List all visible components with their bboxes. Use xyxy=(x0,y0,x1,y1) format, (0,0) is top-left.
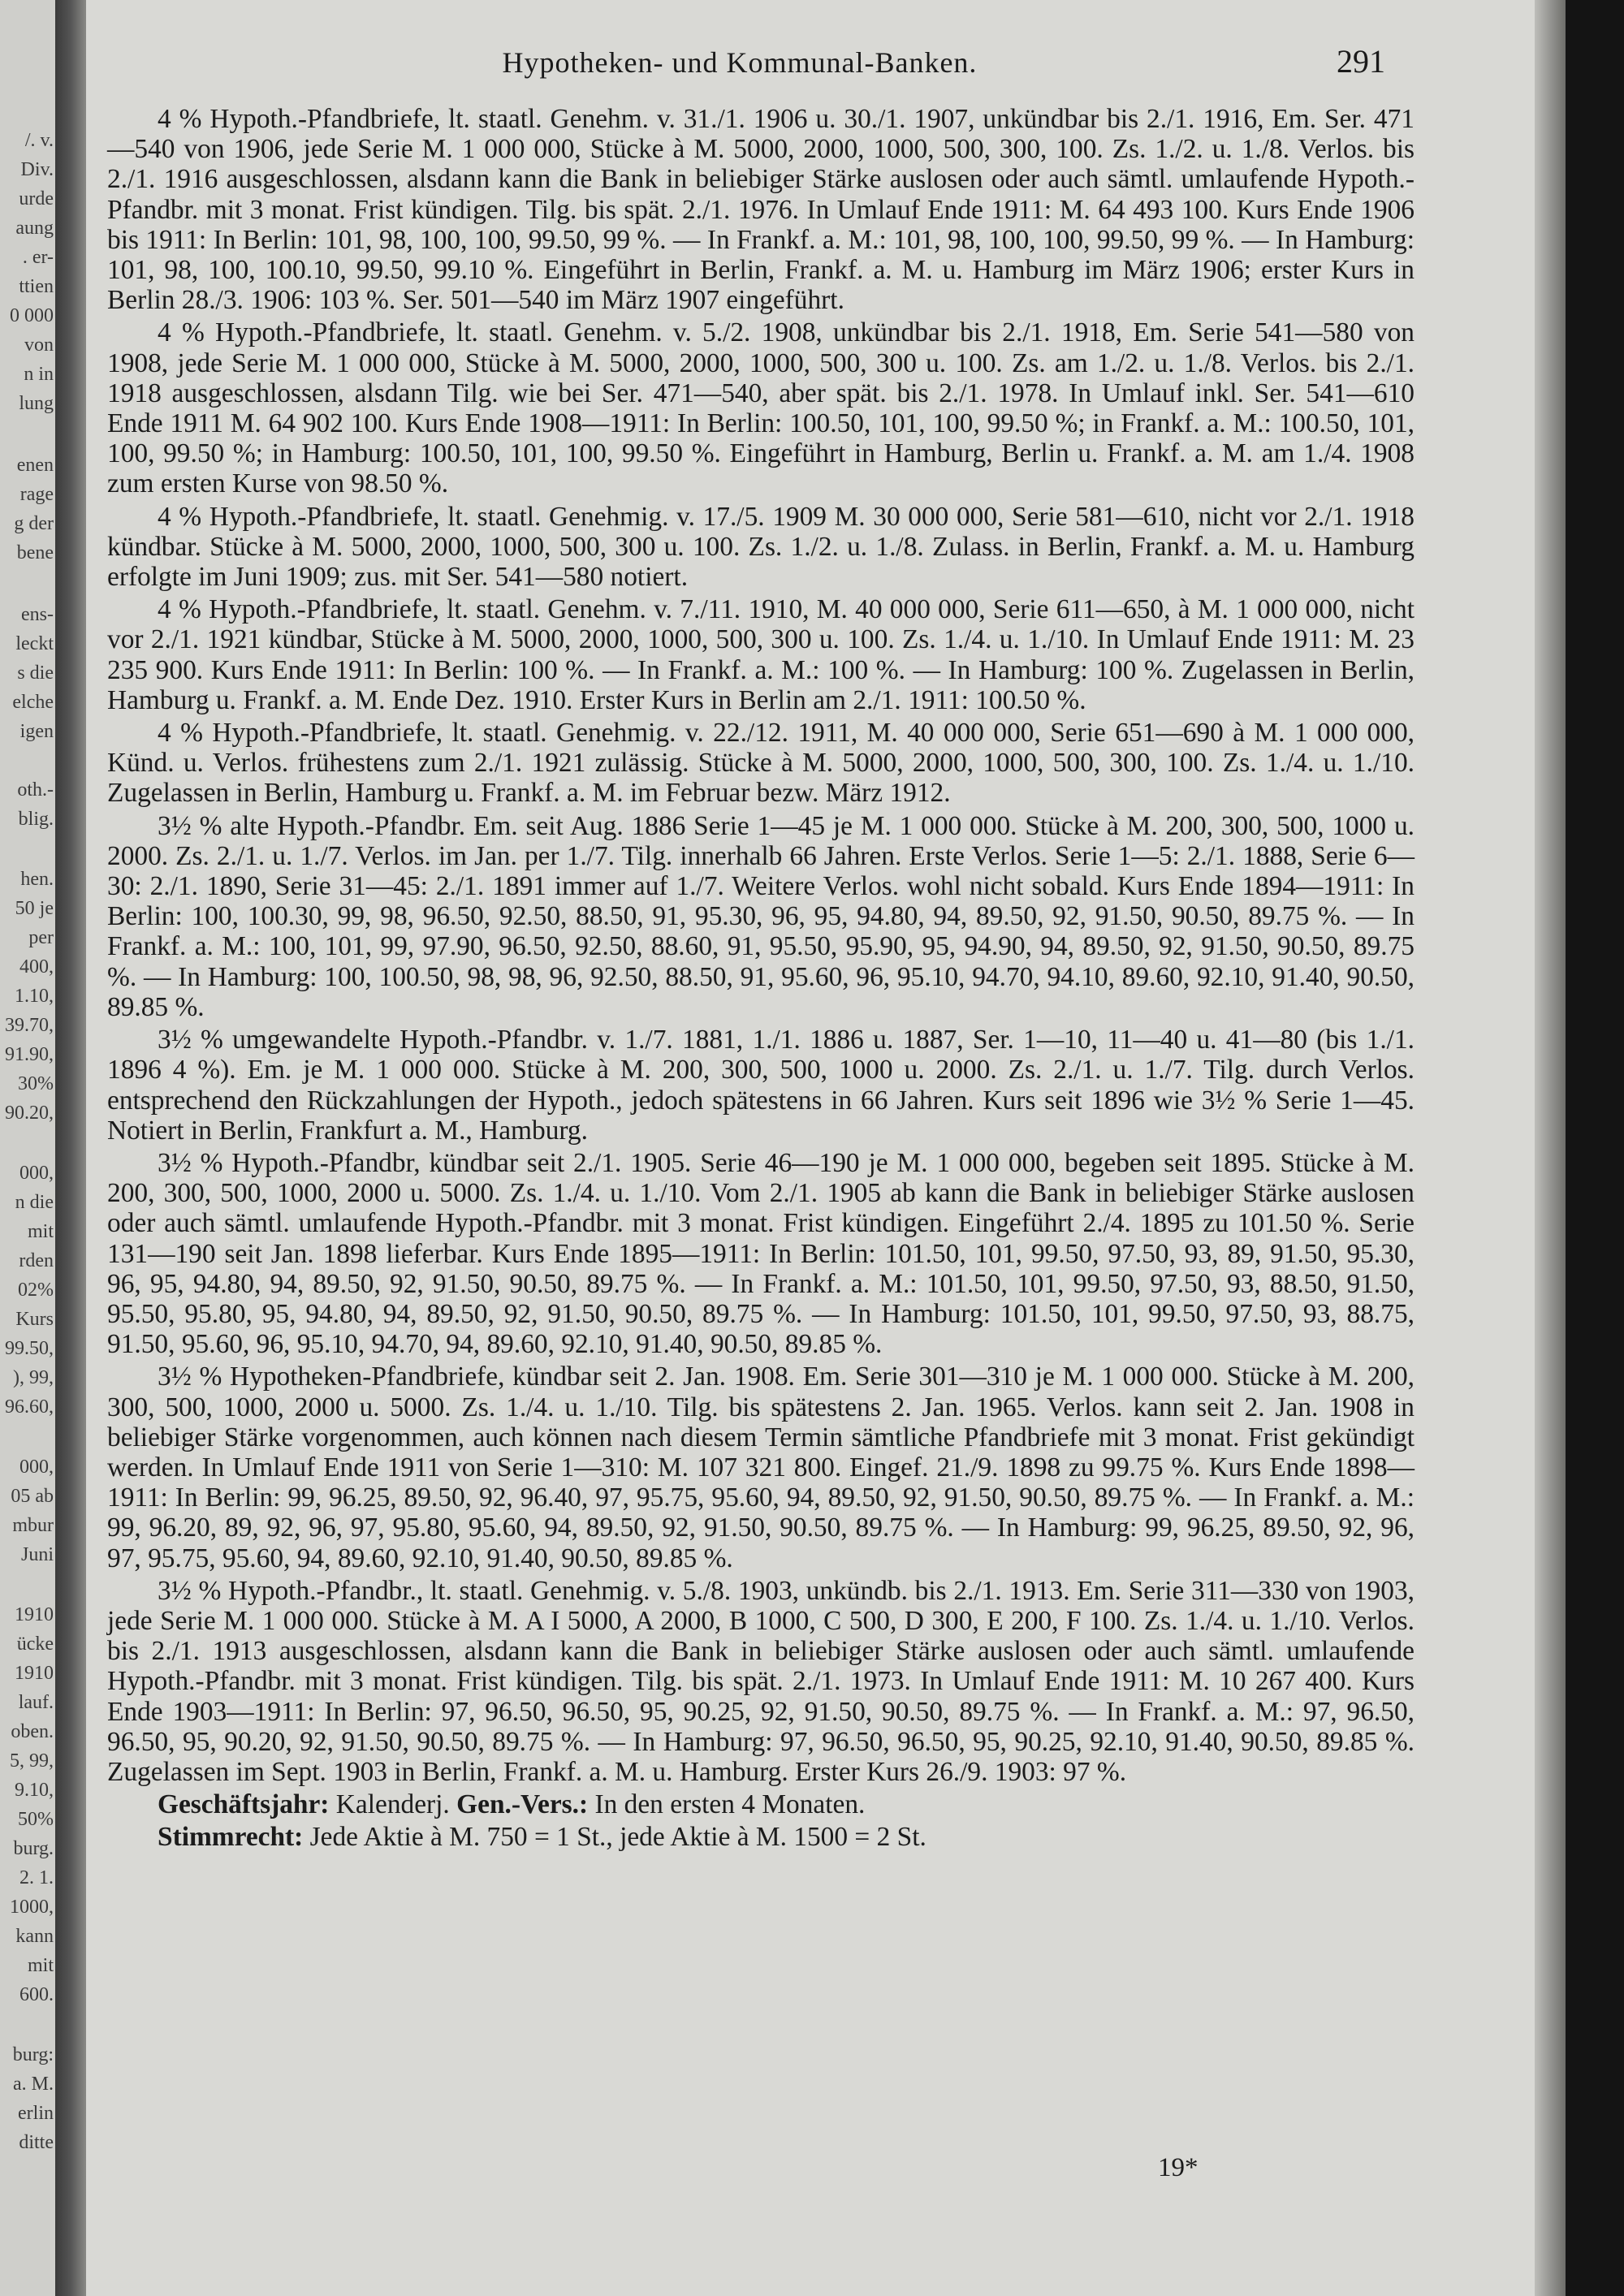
left-page-text-fragment: 000, xyxy=(19,1163,54,1184)
left-page-text-fragment: urde xyxy=(19,188,54,209)
left-page-text-fragment: n in xyxy=(24,364,54,385)
paragraph: 3½ % Hypotheken-Pfandbriefe, kündbar seit 2. Jan. 1908. Em. Serie 301—310 je M. 1 000 000. Stücke à M. 200, 300, 500, 1000, 2000 u. 5000. Zs. 1./4. u. 1./10. Tilg. bis spätestens 2. Jan. 1965. Verlos. kann seit 2. Jan. 1908 in beliebiger Stärke vorgenommen, auch können nach diesem Termin sämtliche Pfandbriefe mit 3 monat. Frist gekündigt werden. In Umlauf Ende 1911 von Serie 1—310: M. 107 321 800. Eingef. 21./9. 1898 zu 99.75 %. Kurs Ende 1898—1911: In Berlin: 99, 96.25, 89.50, 92, 96.40, 97, 95.75, 95.60, 94, 89.50, 92, 91.50, 90.50, 89.75 %. — In Frankf. a. M.: 99, 96.20, 89, 92, 96, 97, 95.80, 95.60, 94, 89.50, 92, 91.50, 90.50, 89.75 %. — In Hamburg: 99, 96.25, 89.50, 92, 96, 97, 95.75, 95.60, 94, 89.60, 92.10, 91.40, 90.50, 89.85 %. xyxy=(107,1362,1415,1573)
left-page-text-fragment: kann xyxy=(15,1926,54,1947)
left-page-text-fragment: leckt xyxy=(15,633,54,654)
left-page-text-fragment: von xyxy=(24,334,54,356)
left-page-text-fragment: burg: xyxy=(12,2044,54,2065)
left-page-text-fragment: ditte xyxy=(19,2132,54,2153)
paragraph: 3½ % Hypoth.-Pfandbr, kündbar seit 2./1. 1905. Serie 46—190 je M. 1 000 000, begeben seit 1895. Stücke à M. 200, 300, 500, 1000, 2000 u. 5000. Zs. 1./4. u. 1./10. Vom 2./1. 1905 ab kann die Bank in beliebiger Stärke auslosen oder auch sämtl. umlaufende Hypoth.-Pfandbr. mit 3 monat. Frist kündigen. Eingeführt 2./4. 1895 zu 101.50 %. Serie 131—190 seit Jan. 1898 lieferbar. Kurs Ende 1895—1911: In Berlin: 101.50, 101, 99.50, 97.50, 93, 89, 91.50, 95.30, 96, 95, 94.80, 94, 89.50, 92, 91.50, 90.50, 89.75 %. — In Frankf. a. M.: 101.50, 101, 99.50, 97.50, 93, 88.50, 91.50, 95.50, 95.80, 95, 94.80, 94, 89.50, 92, 91.50, 90.50, 89.75 %. — In Hamburg: 101.50, 101, 99.50, 97.50, 93, 88.75, 91.50, 95.60, 96, 95.10, 94.70, 94, 89.60, 92.10, 91.40, 90.50, 89.85 %. xyxy=(107,1147,1415,1360)
left-page-text-fragment: Juni xyxy=(20,1544,54,1565)
left-page-text-fragment: 91.90, xyxy=(5,1044,54,1065)
left-page-text-fragment: 2. 1. xyxy=(19,1867,54,1888)
left-page-text-fragment: aung xyxy=(15,218,54,239)
left-page-text-fragment: 02% xyxy=(18,1280,54,1301)
left-page-text-fragment: 000, xyxy=(19,1457,54,1478)
left-page-text-fragment: ücke xyxy=(16,1634,54,1655)
running-header: Hypotheken- und Kommunal-Banken. xyxy=(502,46,978,79)
left-page-text-fragment: lauf. xyxy=(18,1692,54,1713)
left-page-text-fragment: a. M. xyxy=(13,2074,54,2095)
left-page-text-fragment: 600. xyxy=(19,1984,54,2005)
left-page-text-fragment: 5, 99, xyxy=(10,1750,54,1772)
footer-line-fiscal-year xyxy=(107,1789,1415,1819)
left-page-text-fragment: enen xyxy=(16,455,54,476)
left-page-text-fragment: 30% xyxy=(18,1073,54,1094)
general-meeting-value: In den ersten 4 Monaten. xyxy=(594,1789,866,1820)
paragraph: 4 % Hypoth.-Pfandbriefe, lt. staatl. Genehm. v. 31./1. 1906 u. 30./1. 1907, unkündbar bis 2./1. 1916, Em. Ser. 471—540 von 1906, jede Serie M. 1 000 000, Stücke à M. 5000, 2000, 1000, 500, 300, 100. Zs. 1./2. u. 1./8. Verlos. bis 2./1. 1916 ausgeschlossen, alsdann kann die Bank in beliebiger Stärke auslosen oder auch sämtl. umlaufende Hypoth.-Pfandbr. mit 3 monat. Frist kündigen. Tilg. bis spät. 2./1. 1976. In Umlauf Ende 1911: M. 64 493 100. Kurs Ende 1906 bis 1911: In Berlin: 101, 98, 100, 100, 99.50, 99 %. — In Frankf. a. M.: 101, 98, 100, 100, 99.50, 99 %. — In Hamburg: 101, 98, 100, 100.10, 99.50, 99.10 %. Eingeführt in Berlin, Frankf. a. M. u. Hamburg im März 1906; erster Kurs in Berlin 28./3. 1906: 103 %. Ser. 501—540 im März 1907 eingeführt. xyxy=(107,104,1415,316)
document-page xyxy=(86,0,1566,2296)
left-page-text-fragment: rage xyxy=(19,484,54,505)
left-page-text-fragment: mbur xyxy=(12,1515,54,1536)
left-page-text-fragment: s die xyxy=(17,662,54,684)
scan-background xyxy=(1566,0,1624,2296)
left-page-text-fragment: 1.10, xyxy=(15,986,54,1007)
left-page-text-fragment: . er- xyxy=(22,247,54,268)
left-page-text-fragment: blig. xyxy=(18,809,54,830)
paragraph: 4 % Hypoth.-Pfandbriefe, lt. staatl. Genehm. v. 5./2. 1908, unkündbar bis 2./1. 1918, Em. Serie 541—580 von 1908, jede Serie M. 1 000 000, Stücke à M. 5000, 2000, 1000, 500, 300 u. 100. Zs. am 1./2. u. 1./8. Verlos. bis 2./1. 1918 ausgeschlossen, alsdann Tilg. wie bei Ser. 471—540, aber spät. bis 2./1. 1978. In Umlauf inkl. Ser. 541—610 Ende 1911 M. 64 902 100. Kurs Ende 1908—1911: In Berlin: 100.50, 101, 100, 99.50 %; in Frankf. a. M.: 100.50, 101, 100, 99.50 %; in Hamburg: 100.50, 101, 100, 99.50 %. Eingeführt in Hamburg, Berlin u. Frankf. a. M. am 1./4. 1908 zum ersten Kurse von 98.50 %. xyxy=(107,317,1415,499)
page-binding-shadow xyxy=(1535,0,1566,2296)
left-page-text-fragment: 0 000 xyxy=(10,305,54,326)
left-page-text-fragment: mit xyxy=(27,1955,54,1976)
left-page-text-fragment: 39.70, xyxy=(5,1015,54,1036)
left-page-text-fragment: 50% xyxy=(18,1809,54,1830)
left-page-text-fragment: 99.50, xyxy=(5,1338,54,1359)
left-page-text-fragment: lung xyxy=(19,393,54,414)
left-page-text-fragment: 05 ab xyxy=(11,1486,54,1507)
left-page-text-fragment: burg. xyxy=(13,1838,54,1859)
left-page-text-fragment: ), 99, xyxy=(13,1367,54,1388)
left-page-text-fragment: rden xyxy=(19,1250,54,1271)
left-page-text-fragment: /. v. xyxy=(24,130,54,151)
voting-rights-value: Jede Aktie à M. 750 = 1 St., jede Aktie à M. 1500 = 2 St. xyxy=(309,1822,926,1853)
signature-mark: 19* xyxy=(1158,2153,1199,2182)
page-number: 291 xyxy=(1337,43,1385,80)
paragraph: 4 % Hypoth.-Pfandbriefe, lt. staatl. Genehm. v. 7./11. 1910, M. 40 000 000, Serie 611—650, à M. 1 000 000, nicht vor 2./1. 1921 kündbar, Stücke à M. 5000, 2000, 1000, 500, 300 u. 100. Zs. 1./4. u. 1./10. In Umlauf Ende 1911: M. 23 235 900. Kurs Ende 1911: In Berlin: 100 %. — In Frankf. a. M.: 100 %. — In Hamburg: 100 %. Zugelassen in Berlin, Hamburg u. Frankf. a. M. Ende Dez. 1910. Erster Kurs in Berlin am 2./1. 1911: 100.50 %. xyxy=(107,594,1415,715)
voting-rights-label: Stimmrecht: xyxy=(158,1822,304,1853)
fiscal-year-label: Geschäftsjahr: xyxy=(158,1789,330,1820)
left-page-text-fragment: n die xyxy=(15,1192,54,1213)
paragraph: 3½ % alte Hypoth.-Pfandbr. Em. seit Aug. 1886 Serie 1—45 je M. 1 000 000. Stücke à M. 200, 300, 500, 1000 u. 2000. Zs. 2./1. u. 1./7. Verlos. im Jan. per 1./7. Tilg. innerhalb 66 Jahren. Erste Verlos. Serie 1—5: 2./1. 1888, Serie 6—30: 2./1. 1890, Serie 31—45: 2./1. 1891 immer auf 1./7. Weitere Verlos. wohl nicht sobald. Kurs Ende 1894—1911: In Berlin: 100, 100.30, 99, 98, 96.50, 92.50, 88.50, 91, 95.30, 96, 95, 94.80, 94, 89.50, 92, 91.50, 90.50, 89.75 %. — In Frankf. a. M.: 100, 101, 99, 97.90, 96.50, 92.50, 88.60, 91, 95.50, 95.90, 95, 94.90, 94, 89.50, 92, 91.50, 90.50, 89.75 %. — In Hamburg: 100, 100.50, 98, 98, 96, 92.50, 88.50, 91, 95.60, 96, 95.10, 94.70, 94.10, 89.60, 92.10, 91.40, 90.50, 89.85 %. xyxy=(107,810,1415,1022)
left-page-text-fragment: ens- xyxy=(21,604,54,625)
left-page-text-fragment: Div. xyxy=(20,159,54,180)
paragraph: 4 % Hypoth.-Pfandbriefe, lt. staatl. Genehmig. v. 17./5. 1909 M. 30 000 000, Serie 581—610, nicht vor 2./1. 1918 kündbar. Stücke à M. 5000, 2000, 1000, 500, 300 u. 100. Zs. 1./2. u. 1./8. Zulass. in Berlin, Frankf. a. M. u. Hamburg erfolgte im Juni 1909; zus. mit Ser. 541—580 notiert. xyxy=(107,501,1415,593)
left-page-text-fragment: erlin xyxy=(18,2103,54,2124)
left-page-text-fragment: 50 je xyxy=(15,898,54,919)
left-facing-page-edge xyxy=(0,0,55,2296)
general-meeting-label: Gen.-Vers.: xyxy=(456,1789,589,1820)
left-page-text-fragment: mit xyxy=(27,1221,54,1242)
left-page-text-fragment: ttien xyxy=(19,276,54,297)
left-page-text-fragment: Kurs xyxy=(15,1309,54,1330)
left-page-text-fragment: 1910 xyxy=(15,1604,54,1625)
left-page-text-fragment: hen. xyxy=(20,869,54,890)
left-page-text-fragment: 1000, xyxy=(10,1897,54,1918)
left-page-text-fragment: oth.- xyxy=(17,779,54,801)
left-page-text-fragment: bene xyxy=(16,542,54,563)
book-gutter xyxy=(55,0,86,2296)
footer-line-voting-rights xyxy=(107,1822,1415,1852)
page-body xyxy=(107,104,1415,1855)
left-page-text-fragment: 1910 xyxy=(15,1663,54,1684)
left-page-text-fragment: 90.20, xyxy=(5,1103,54,1124)
left-page-text-fragment: 9.10, xyxy=(15,1780,54,1801)
fiscal-year-value: Kalenderj. xyxy=(335,1789,450,1820)
left-page-text-fragment: 96.60, xyxy=(5,1396,54,1418)
paragraph: 4 % Hypoth.-Pfandbriefe, lt. staatl. Genehmig. v. 22./12. 1911, M. 40 000 000, Serie 651—690 à M. 1 000 000, Künd. u. Verlos. frühestens zum 2./1. 1921 zulässig. Stücke à M. 5000, 2000, 1000, 500, 300, 100. Zs. 1./4. u. 1./10. Zugelassen in Berlin, Hamburg u. Frankf. a. M. im Februar bezw. März 1912. xyxy=(107,718,1415,809)
left-page-text-fragment: g der xyxy=(14,513,54,534)
paragraph: 3½ % umgewandelte Hypoth.-Pfandbr. v. 1./7. 1881, 1./1. 1886 u. 1887, Ser. 1—10, 11—40 u. 41—80 (bis 1./1. 1896 4 %). Em. je M. 1 000 000. Stücke à M. 200, 300, 500, 1000 u. 2000. Zs. 2./1. u. 1./7. Tilg. durch Verlos. entsprechend den Rückzahlungen der Hypoth., jedoch spätestens in 66 Jahren. Kurs seit 1896 wie 3½ % Serie 1—45. Notiert in Berlin, Frankfurt a. M., Hamburg. xyxy=(107,1025,1415,1146)
left-page-text-fragment: oben. xyxy=(11,1721,54,1742)
left-page-text-fragment: igen xyxy=(19,721,54,742)
left-page-text-fragment: per xyxy=(28,927,54,948)
left-page-text-fragment: elche xyxy=(12,692,54,713)
paragraph: 3½ % Hypoth.-Pfandbr., lt. staatl. Genehmig. v. 5./8. 1903, unkündb. bis 2./1. 1913. Em. Serie 311—330 von 1903, jede Serie M. 1 000 000. Stücke à M. A I 5000, A 2000, B 1000, C 500, D 300, E 200, F 100. Zs. 1./4. u. 1./10. Verlos. bis 2./1. 1913 ausgeschlossen, alsdann kann die Bank in beliebiger Stärke auslosen oder auch sämtl. umlaufende Hypoth.-Pfandbr. mit 3 monat. Frist kündigen. Tilg. bis spät. 2./1. 1973. In Umlauf Ende 1911: M. 10 267 400. Kurs Ende 1903—1911: In Berlin: 97, 96.50, 96.50, 95, 90.25, 92, 91.50, 90.50, 89.75 %. — In Frankf. a. M.: 97, 96.50, 96.50, 95, 90.20, 92, 91.50, 90.50, 89.75 %. — In Hamburg: 97, 96.50, 96.50, 95, 90.25, 92.10, 91.40, 90.50, 89.85 %. Zugelassen im Sept. 1903 in Berlin, Frankf. a. M. u. Hamburg. Erster Kurs 26./9. 1903: 97 %. xyxy=(107,1575,1415,1787)
left-page-text-fragment: 400, xyxy=(19,956,54,978)
